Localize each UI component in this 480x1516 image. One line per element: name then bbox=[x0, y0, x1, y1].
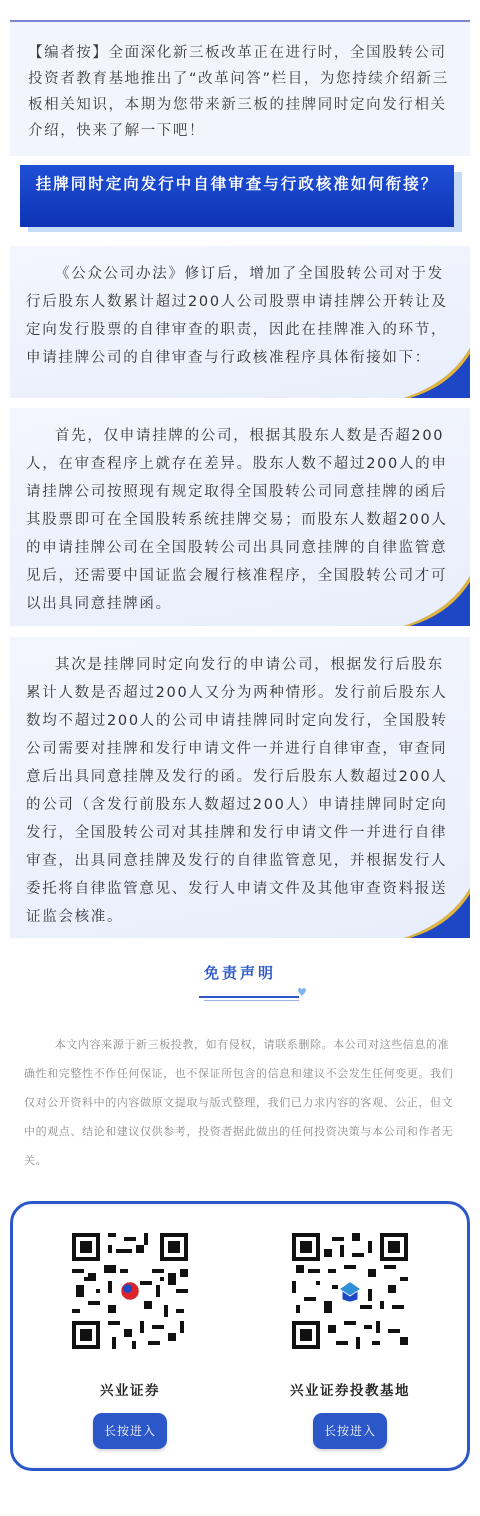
corner-decoration bbox=[400, 348, 470, 398]
long-press-button[interactable]: 长按进入 bbox=[93, 1413, 167, 1449]
heart-icon: ♥ bbox=[297, 986, 307, 999]
corner-decoration bbox=[400, 888, 470, 938]
paragraph-1: 《公众公司办法》修订后，增加了全国股转公司对于发行后股东人数累计超过200人公司股票申请挂牌公开转让及定向发行股票的自律审查的职责，因此在挂牌准入的环节，申请挂牌公司的自律审查与行政核准程序具体衔接如下： bbox=[26, 266, 448, 366]
long-press-button[interactable]: 长按进入 bbox=[313, 1413, 387, 1449]
qr-block-xingye bbox=[30, 1233, 230, 1449]
qr-code-image[interactable] bbox=[292, 1233, 408, 1349]
qr-label-xingye: 兴业证券 bbox=[100, 1383, 160, 1399]
qr-code-icon bbox=[292, 1233, 408, 1349]
paragraph-3: 其次是挂牌同时定向发行的申请公司，根据发行后股东累计人数是否超过200人又分为两种情形。发行前后股东人数均不超过200人的公司申请挂牌同时定向发行，全国股转公司需要对挂牌和发行申请文件一并进行自律审查，审查同意后出具同意挂牌及发行的函。发行后股东人数超过200人的公司（含发行前股东人数超过200人）申请挂牌同时定向发行，全国股转公司对其挂牌和发行申请文件一并进行自律审查，出具同意挂牌及发行的自律监管意见，并根据发行人委托将自律监管意见、发行人申请文件及其他审查资料报送证监会核准。 bbox=[26, 657, 448, 925]
disclaimer-text: 本文内容来源于新三板投教，如有侵权，请联系删除。本公司对这些信息的准确性和完整性不作任何保证，也不保证所包含的信息和建议不会发生任何变更。我们仅对公开资料中的内容做原文提取与版式整理，我们已力求内容的客观、公正，但文中的观点、结论和建议仅供参考，投资者据此做出的任何投资决策与本公司和作者无关。 bbox=[24, 1038, 454, 1167]
content-card-2 bbox=[10, 408, 470, 626]
section-banner bbox=[20, 165, 454, 227]
qr-label-touja: 兴业证券投教基地 bbox=[290, 1383, 410, 1399]
title-underline bbox=[199, 996, 299, 998]
editor-note-text: 【编者按】全面深化新三板改革正在进行时，全国股转公司投资者教育基地推出了“改革问答”栏目，为您持续介绍新三板相关知识，本期为您带来新三板的挂牌同时定向发行相关介绍，快来了解一下吧！ bbox=[28, 45, 449, 139]
paragraph-2: 首先，仅申请挂牌的公司，根据其股东人数是否超200人，在审查程序上就存在差异。股东人数不超过200人的申请挂牌公司按照现有规定取得全国股转公司同意挂牌的函后其股票即可在全国股转系统挂牌交易；而股东人数超200人的申请挂牌公司在全国股转公司出具同意挂牌的自律监管意见后，还需要中国证监会履行核准程序，全国股转公司才可以出具同意挂牌函。 bbox=[26, 428, 448, 612]
content-card-1 bbox=[10, 246, 470, 398]
corner-decoration bbox=[400, 576, 470, 626]
content-card-3 bbox=[10, 637, 470, 938]
qr-code-image[interactable] bbox=[72, 1233, 188, 1349]
qr-code-icon bbox=[72, 1233, 188, 1349]
qr-block-touja bbox=[250, 1233, 450, 1449]
banner-title: 挂牌同时定向发行中自律审查与行政核准如何衔接？ bbox=[35, 175, 439, 193]
editor-note bbox=[10, 22, 470, 156]
disclaimer-title: 免责声明 bbox=[203, 964, 276, 982]
title-underline-thin bbox=[204, 1000, 299, 1001]
